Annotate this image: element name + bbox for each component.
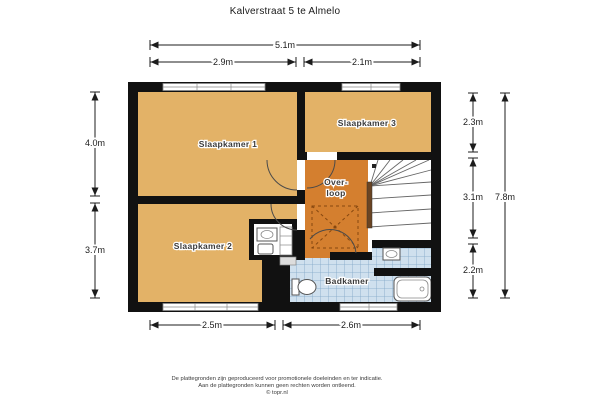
dimension-label-right-total: 7.8m (494, 192, 516, 202)
outer-wall-left (128, 82, 138, 312)
room-label-slaapkamer-3: Slaapkamer 3 (337, 118, 397, 128)
wall (297, 190, 305, 204)
window (163, 84, 265, 91)
stair-railing (367, 182, 372, 228)
footer-line-1: De plattegronden zijn geproduceerd voor promotionele doeleinden en ter indicatie. (171, 376, 383, 382)
wall (297, 230, 305, 260)
window (163, 304, 258, 311)
room-label-overloop-1: Over- (324, 177, 348, 187)
wall (138, 196, 297, 204)
dimension-label-right-bottom: 2.2m (462, 265, 484, 275)
dimension-label-top-left: 2.9m (212, 57, 234, 67)
dimension-label-left-bottom: 3.7m (84, 245, 106, 255)
window (340, 304, 397, 311)
room-label-overloop-2: loop (326, 188, 346, 198)
stairwell-floor (368, 160, 431, 240)
bathtub-icon (394, 277, 431, 301)
toilet-icon-small (258, 244, 273, 254)
door-leaf (280, 257, 296, 265)
room-label-slaapkamer-1: Slaapkamer 1 (198, 139, 258, 149)
footer-disclaimer (171, 376, 382, 396)
dimension-label-left-top: 4.0m (84, 138, 106, 148)
floor-plan (128, 82, 441, 312)
room-overloop-floor (305, 160, 368, 258)
washbasin-icon (257, 228, 277, 241)
dimension-label-right-middle: 3.1m (462, 192, 484, 202)
dimension-label-right-top: 2.3m (462, 117, 484, 127)
room-label-badkamer: Badkamer (325, 276, 369, 286)
sink-icon (383, 248, 400, 260)
dimension-label-top-total: 5.1m (274, 40, 296, 50)
footer-line-2: Aan de plattegronden kunnen geen rechten worden ontleend. (198, 383, 356, 389)
footer-line-3: © topr.nl (266, 390, 288, 396)
wall (297, 92, 305, 152)
room-badkamer-floor-upper (372, 248, 431, 258)
closet (254, 224, 292, 255)
wall (372, 240, 431, 248)
dimension-label-bottom-right: 2.6m (340, 320, 362, 330)
wall (330, 252, 372, 260)
room-label-slaapkamer-2: Slaapkamer 2 (173, 241, 233, 251)
dimension-label-top-right: 2.1m (351, 57, 373, 67)
wall (374, 268, 431, 276)
wall (337, 152, 431, 160)
wall (297, 152, 307, 160)
toilet-icon (292, 279, 316, 295)
dimension-label-bottom-left: 2.5m (201, 320, 223, 330)
stair-direction-marker (372, 164, 376, 168)
page-title: Kalverstraat 5 te Almelo (229, 6, 341, 17)
window (342, 84, 400, 91)
outer-wall-right (431, 82, 441, 312)
